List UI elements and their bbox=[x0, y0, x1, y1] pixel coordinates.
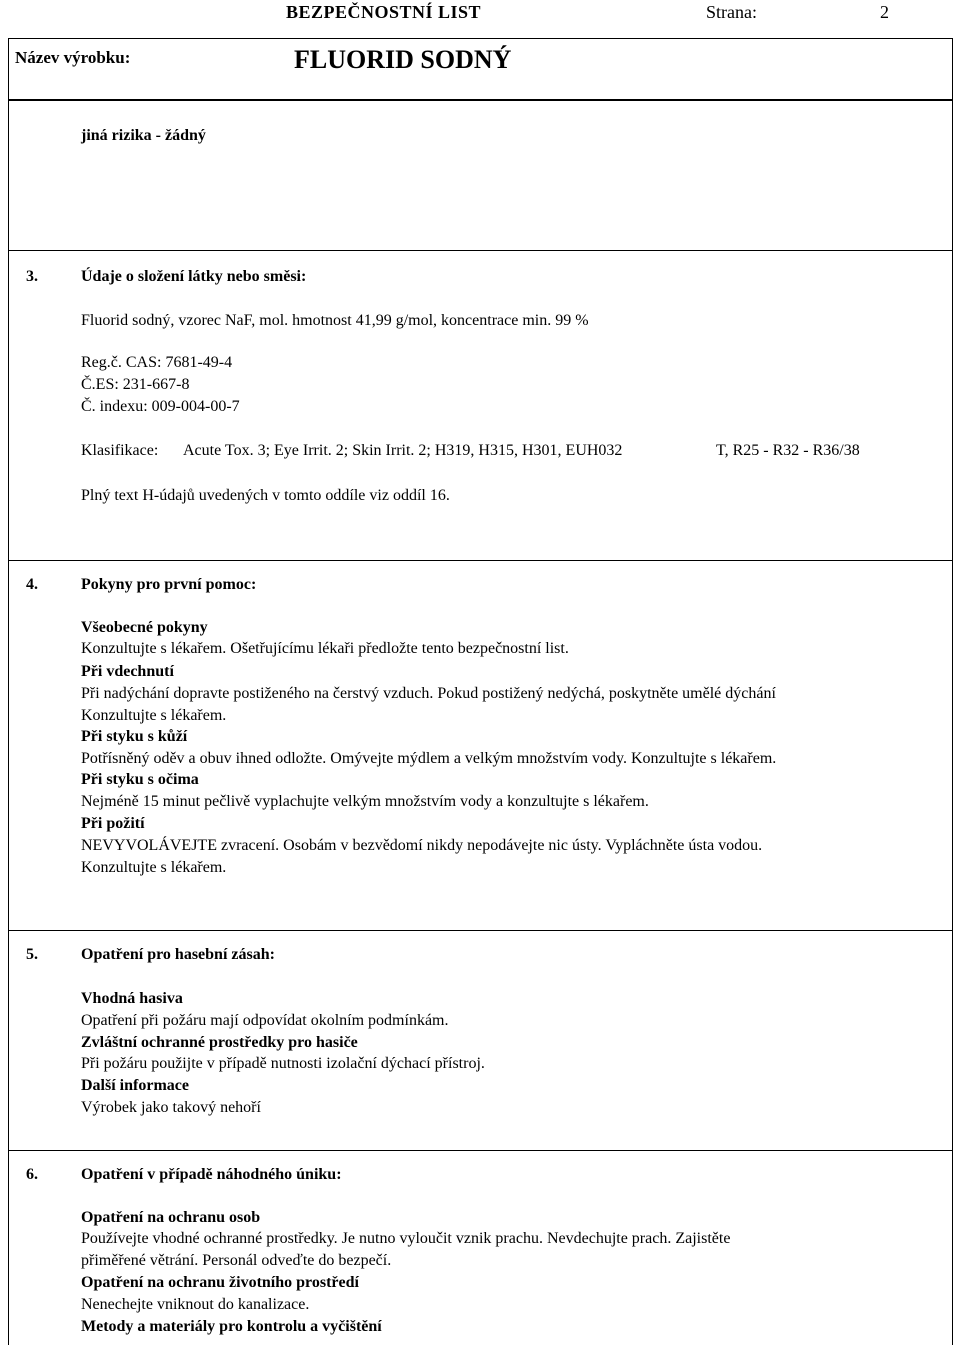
first-aid-eyes-text: Nejméně 15 minut pečlivě vyplachujte velkým množstvím vody a konzultujte s lékařem. bbox=[81, 793, 649, 810]
first-aid-general-heading: Všeobecné pokyny bbox=[81, 619, 208, 636]
section-4-title: Pokyny pro první pomoc: bbox=[81, 576, 257, 593]
fire-further-info-heading: Další informace bbox=[81, 1077, 189, 1094]
composition-formula: Fluorid sodný, vzorec NaF, mol. hmotnost 41,99 g/mol, koncentrace min. 99 % bbox=[81, 312, 589, 329]
personal-protection-text-2: přiměřené větrání. Personál odveďte do bezpečí. bbox=[81, 1252, 392, 1269]
page-label: Strana: bbox=[706, 2, 757, 22]
first-aid-skin-heading: Při styku s kůží bbox=[81, 728, 188, 745]
section-5-number: 5. bbox=[26, 946, 38, 963]
product-label: Název výrobku: bbox=[15, 48, 131, 67]
frame-right bbox=[952, 38, 953, 1345]
classification-label: Klasifikace: bbox=[81, 442, 159, 459]
cleanup-methods-heading: Metody a materiály pro kontrolu a vyčištění bbox=[81, 1318, 382, 1335]
environmental-heading: Opatření na ochranu životního prostředí bbox=[81, 1274, 359, 1291]
frame-left bbox=[8, 38, 9, 1345]
section-6-number: 6. bbox=[26, 1166, 38, 1183]
first-aid-ingestion-text: NEVYVOLÁVEJTE zvracení. Osobám v bezvědomí nikdy nepodávejte nic ústy. Vypláchněte ústa vodou. bbox=[81, 837, 763, 854]
section-3-title: Údaje o složení látky nebo směsi: bbox=[81, 268, 307, 285]
es-number: Č.ES: 231-667-8 bbox=[81, 376, 190, 393]
fulltext-note: Plný text H-údajů uvedených v tomto oddíle viz oddíl 16. bbox=[81, 487, 450, 504]
section-3-number: 3. bbox=[26, 268, 38, 285]
first-aid-inhalation-text: Při nadýchání dopravte postiženého na čerstvý vzduch. Pokud postižený nedýchá, poskytněte umělé dýchání bbox=[81, 685, 776, 702]
extinguishing-heading: Vhodná hasiva bbox=[81, 990, 183, 1007]
environmental-text: Nenechejte vniknout do kanalizace. bbox=[81, 1296, 310, 1313]
personal-protection-heading: Opatření na ochranu osob bbox=[81, 1209, 261, 1226]
section-4-rule bbox=[8, 560, 953, 561]
other-hazards: jiná rizika - žádný bbox=[81, 127, 206, 144]
fire-further-info-text: Výrobek jako takový nehoří bbox=[81, 1099, 261, 1116]
r-phrases: T, R25 - R32 - R36/38 bbox=[716, 442, 860, 459]
classification-value: Acute Tox. 3; Eye Irrit. 2; Skin Irrit. 2; H319, H315, H301, EUH032 bbox=[183, 442, 623, 459]
product-name: FLUORID SODNÝ bbox=[294, 45, 512, 74]
first-aid-ingestion-heading: Při požití bbox=[81, 815, 145, 832]
extinguishing-text: Opatření při požáru mají odpovídat okolním podmínkám. bbox=[81, 1012, 449, 1029]
section-5-title: Opatření pro hasební zásah: bbox=[81, 946, 275, 963]
section-4-number: 4. bbox=[26, 576, 38, 593]
section-6-rule bbox=[8, 1150, 953, 1151]
personal-protection-text: Používejte vhodné ochranné prostředky. Je nutno vyloučit vznik prachu. Nevdechujte prach. Zajistěte bbox=[81, 1230, 731, 1247]
first-aid-inhalation-text-2: Konzultujte s lékařem. bbox=[81, 707, 227, 724]
cas-number: Reg.č. CAS: 7681-49-4 bbox=[81, 354, 233, 371]
frame-top bbox=[8, 38, 953, 39]
section-6-title: Opatření v případě náhodného úniku: bbox=[81, 1166, 342, 1183]
section-3-rule bbox=[8, 250, 953, 251]
header-rule bbox=[8, 99, 953, 101]
first-aid-ingestion-text-2: Konzultujte s lékařem. bbox=[81, 859, 227, 876]
section-5-rule bbox=[8, 930, 953, 931]
firefighter-equipment-heading: Zvláštní ochranné prostředky pro hasiče bbox=[81, 1034, 358, 1051]
page-number: 2 bbox=[880, 2, 889, 22]
first-aid-inhalation-heading: Při vdechnutí bbox=[81, 663, 174, 680]
first-aid-eyes-heading: Při styku s očima bbox=[81, 771, 199, 788]
index-number: Č. indexu: 009-004-00-7 bbox=[81, 398, 240, 415]
first-aid-general-text: Konzultujte s lékařem. Ošetřujícímu lékaři předložte tento bezpečnostní list. bbox=[81, 640, 569, 657]
firefighter-equipment-text: Při požáru použijte v případě nutnosti izolační dýchací přístroj. bbox=[81, 1055, 485, 1072]
first-aid-skin-text: Potřísněný oděv a obuv ihned odložte. Omývejte mýdlem a velkým množstvím vody. Konzultujte s lékařem. bbox=[81, 750, 777, 767]
document-title: BEZPEČNOSTNÍ LIST bbox=[286, 2, 482, 22]
